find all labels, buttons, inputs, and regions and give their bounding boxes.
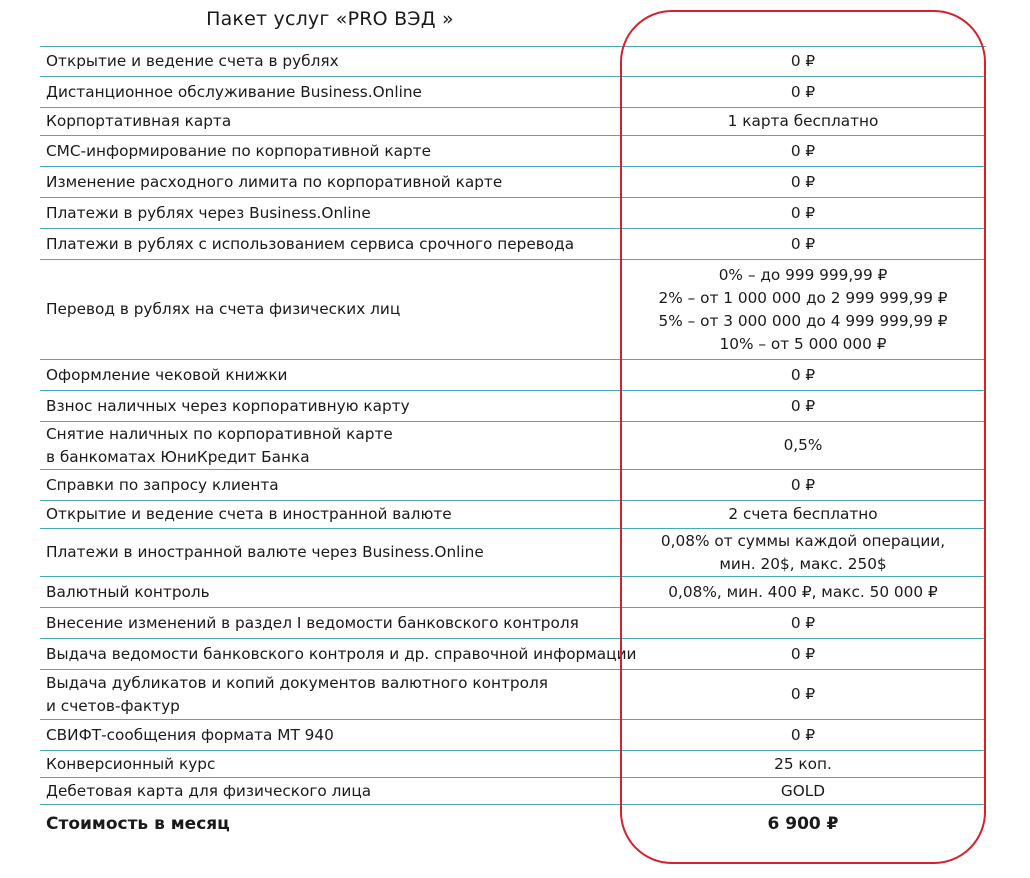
service-row	[40, 577, 642, 608]
service-price-line: 0,5%	[783, 436, 823, 454]
service-row	[40, 608, 642, 639]
service-name-line: в банкоматах ЮниКредит Банка	[46, 447, 310, 466]
service-price	[620, 577, 986, 608]
price-row	[620, 167, 986, 198]
service-name	[40, 198, 642, 229]
service-price	[620, 391, 986, 422]
price-row	[620, 422, 986, 470]
service-price	[620, 470, 986, 501]
service-price-line: 0 ₽	[790, 141, 816, 160]
service-row	[40, 47, 642, 77]
service-name-line: Оформление чековой книжки	[46, 365, 288, 384]
service-price-line: 2% – от 1 000 000 до 2 999 999,99 ₽	[658, 288, 948, 307]
service-name	[40, 229, 642, 260]
service-row	[40, 198, 642, 229]
service-price	[620, 751, 986, 778]
service-name	[40, 751, 642, 778]
price-row	[620, 529, 986, 577]
service-price-line: 0 ₽	[790, 52, 816, 70]
service-price	[620, 608, 986, 639]
service-price-line: мин. 20$, макс. 250$	[719, 554, 887, 573]
service-name	[40, 529, 642, 577]
price-row	[620, 720, 986, 751]
service-name	[40, 470, 642, 501]
service-name-line: Справки по запросу клиента	[46, 475, 279, 494]
service-name	[40, 77, 642, 108]
service-price-line: 10% – от 5 000 000 ₽	[719, 334, 887, 353]
total-label: Стоимость в месяц	[46, 813, 230, 834]
service-name	[40, 360, 642, 391]
service-row	[40, 77, 642, 108]
service-row	[40, 751, 642, 778]
price-row	[620, 577, 986, 608]
service-price-line: 1 карта бесплатно	[727, 112, 879, 130]
service-name	[40, 778, 642, 805]
service-price-line: 0 ₽	[790, 685, 816, 703]
service-name	[40, 422, 642, 470]
service-name	[40, 136, 642, 167]
service-name-line: Дистанционное обслуживание Business.Online	[46, 82, 422, 101]
service-row	[40, 391, 642, 422]
service-price-line: 0 ₽	[790, 172, 816, 191]
service-price-line: 0 ₽	[790, 82, 816, 101]
service-name-line: СМС-информирование по корпоративной карте	[46, 141, 431, 160]
price-row	[620, 608, 986, 639]
service-price-line: 0,08%, мин. 400 ₽, макс. 50 000 ₽	[668, 582, 938, 601]
service-row	[40, 229, 642, 260]
price-row	[620, 501, 986, 529]
service-row	[40, 501, 642, 529]
service-name-line: Изменение расходного лимита по корпоративной карте	[46, 172, 503, 191]
service-price-line: 5% – от 3 000 000 до 4 999 999,99 ₽	[658, 311, 948, 330]
service-row	[40, 422, 642, 470]
package-title: Пакет услуг «PRO ВЭД »	[206, 8, 454, 30]
price-row	[620, 670, 986, 720]
price-row	[620, 360, 986, 391]
service-price	[620, 136, 986, 167]
service-row	[40, 720, 642, 751]
service-price	[620, 198, 986, 229]
total-row	[40, 805, 642, 844]
service-name-line: и счетов-фактур	[46, 696, 180, 715]
service-name-line: Платежи в рублях через Business.Online	[46, 203, 371, 222]
service-name-line: Открытие и ведение счета в иностранной валюте	[46, 505, 452, 523]
service-name-line: Выдача ведомости банковского контроля и др. справочной информации	[46, 644, 637, 663]
service-price-line: 0 ₽	[790, 396, 816, 415]
service-price	[620, 422, 986, 470]
price-row	[620, 751, 986, 778]
service-name-line: Платежи в иностранной валюте через Business.Online	[46, 543, 484, 561]
service-name-line: Корпортативная карта	[46, 112, 232, 130]
service-price-line: GOLD	[780, 781, 826, 800]
services-table	[40, 46, 642, 843]
service-price-line: 0 ₽	[790, 725, 816, 744]
service-row	[40, 260, 642, 360]
service-name-line: Выдача дубликатов и копий документов валютного контроля	[46, 673, 548, 692]
service-name-line: Снятие наличных по корпоративной карте	[46, 424, 393, 443]
service-row	[40, 470, 642, 501]
service-row	[40, 360, 642, 391]
service-name	[40, 639, 642, 670]
values-table	[620, 46, 986, 843]
service-price-line: 0 ₽	[790, 475, 816, 494]
service-row	[40, 639, 642, 670]
service-price-line: 0,08% от суммы каждой операции,	[660, 531, 946, 550]
service-row	[40, 670, 642, 720]
service-row	[40, 167, 642, 198]
service-name	[40, 577, 642, 608]
service-name-line: Внесение изменений в раздел I ведомости банковского контроля	[46, 613, 579, 632]
service-price-line: 0% – до 999 999,99 ₽	[718, 265, 888, 284]
service-name	[40, 47, 642, 77]
service-row	[40, 778, 642, 805]
total-price-row	[620, 805, 986, 844]
price-row	[620, 260, 986, 360]
service-price-line: 0 ₽	[790, 365, 816, 384]
service-name-line: Конверсионный курс	[46, 754, 216, 773]
service-price	[620, 720, 986, 751]
price-row	[620, 229, 986, 260]
service-price	[620, 167, 986, 198]
service-price-line: 0 ₽	[790, 613, 816, 632]
price-row	[620, 778, 986, 805]
service-name	[40, 108, 642, 136]
price-row	[620, 77, 986, 108]
service-price	[620, 529, 986, 577]
service-name-line: Дебетовая карта для физического лица	[46, 781, 372, 800]
service-price-line: 0 ₽	[790, 644, 816, 663]
service-name-line: Платежи в рублях с использованием сервиса срочного перевода	[46, 234, 575, 253]
service-price-line: 2 счета бесплатно	[728, 505, 878, 523]
service-name-line: Открытие и ведение счета в рублях	[46, 52, 339, 70]
price-row	[620, 108, 986, 136]
service-price	[620, 639, 986, 670]
service-price	[620, 229, 986, 260]
service-name	[40, 670, 642, 720]
service-name-line: Перевод в рублях на счета физических лиц	[46, 300, 401, 318]
service-row	[40, 136, 642, 167]
price-row	[620, 136, 986, 167]
service-name	[40, 167, 642, 198]
price-row	[620, 470, 986, 501]
service-name-line: СВИФТ-сообщения формата МТ 940	[46, 725, 334, 744]
service-row	[40, 529, 642, 577]
service-name	[40, 720, 642, 751]
service-name	[40, 608, 642, 639]
service-price	[620, 501, 986, 529]
service-name	[40, 501, 642, 529]
service-price-line: 0 ₽	[790, 203, 816, 222]
service-price	[620, 47, 986, 77]
service-price	[620, 778, 986, 805]
service-price-line: 0 ₽	[790, 234, 816, 253]
service-price	[620, 260, 986, 360]
total-price: 6 900 ₽	[767, 813, 839, 834]
service-price	[620, 108, 986, 136]
service-price	[620, 670, 986, 720]
price-row	[620, 639, 986, 670]
service-price	[620, 360, 986, 391]
price-row	[620, 47, 986, 77]
price-row	[620, 391, 986, 422]
service-row	[40, 108, 642, 136]
service-name	[40, 391, 642, 422]
service-name-line: Взнос наличных через корпоративную карту	[46, 396, 410, 415]
price-row	[620, 198, 986, 229]
service-name-line: Валютный контроль	[46, 582, 210, 601]
service-price-line: 25 коп.	[774, 754, 832, 773]
service-name	[40, 260, 642, 360]
service-price	[620, 77, 986, 108]
